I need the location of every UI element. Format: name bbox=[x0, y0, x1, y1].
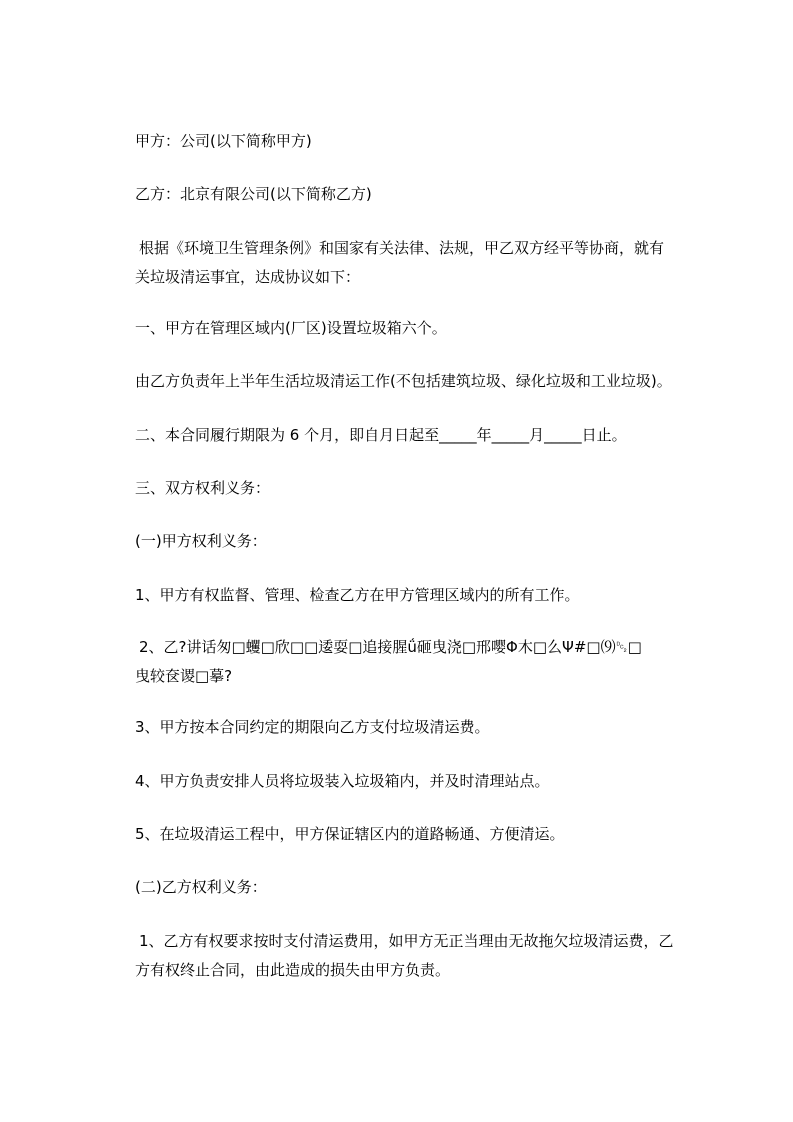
paragraph-line: 1、乙方有权要求按时支付清运费用，如甲方无正当理由无故拖欠垃圾清运费，乙 bbox=[139, 932, 674, 950]
party-a-item-1 bbox=[135, 581, 715, 610]
party-a-item-3 bbox=[135, 713, 715, 742]
paragraph-line: 4、甲方负责安排人员将垃圾装入垃圾箱内，并及时清理站点。 bbox=[135, 772, 550, 790]
paragraph-line: 5、在垃圾清运工程中，甲方保证辖区内的道路畅通、方便清运。 bbox=[135, 825, 565, 843]
party-a-line bbox=[135, 127, 715, 156]
clause-1 bbox=[135, 314, 715, 343]
paragraph-line: 乙方：北京有限公司(以下简称乙方) bbox=[135, 185, 372, 203]
party-b-line bbox=[135, 180, 715, 209]
clause-1-detail bbox=[135, 367, 715, 396]
paragraph-line: 一、甲方在管理区域内(厂区)设置垃圾箱六个。 bbox=[135, 319, 447, 337]
clause-3-heading bbox=[135, 474, 715, 503]
paragraph-line: 2、乙?讲话匆□蠼□欣□□逶耍□追接腥ǘ砸曳浇□邢嘤Φ木□么Ψ#□⑼␒□ bbox=[139, 638, 642, 656]
clause-2-term bbox=[135, 421, 715, 450]
party-a-rights-heading bbox=[135, 527, 715, 556]
paragraph-line: (二)乙方权利义务： bbox=[135, 878, 267, 896]
paragraph-line: 1、甲方有权监督、管理、检查乙方在甲方管理区域内的所有工作。 bbox=[135, 586, 580, 604]
party-b-rights-heading bbox=[135, 873, 715, 902]
paragraph-line: 二、本合同履行期限为 6 个月，即自月日起至_____年_____月_____日止。 bbox=[135, 426, 627, 444]
party-b-item-1 bbox=[135, 927, 715, 985]
paragraph-line: 曳较奁谡□摹? bbox=[135, 667, 233, 685]
paragraph-line: 由乙方负责年上半年生活垃圾清运工作(不包括建筑垃圾、绿化垃圾和工业垃圾)。 bbox=[135, 372, 672, 390]
paragraph-line: 3、甲方按本合同约定的期限向乙方支付垃圾清运费。 bbox=[135, 718, 490, 736]
paragraph-line: 方有权终止合同，由此造成的损失由甲方负责。 bbox=[135, 961, 451, 979]
party-a-item-5 bbox=[135, 820, 715, 849]
preamble-paragraph bbox=[135, 234, 715, 292]
party-a-item-2 bbox=[135, 633, 715, 691]
paragraph-line: (一)甲方权利义务： bbox=[135, 532, 267, 550]
paragraph-line: 关垃圾清运事宜，达成协议如下： bbox=[135, 268, 361, 286]
paragraph-line: 甲方：公司(以下简称甲方) bbox=[135, 132, 312, 150]
paragraph-line: 根据《环境卫生管理条例》和国家有关法律、法规，甲乙双方经平等协商，就有 bbox=[139, 239, 665, 257]
paragraph-line: 三、双方权利义务： bbox=[135, 479, 271, 497]
party-a-item-4 bbox=[135, 767, 715, 796]
